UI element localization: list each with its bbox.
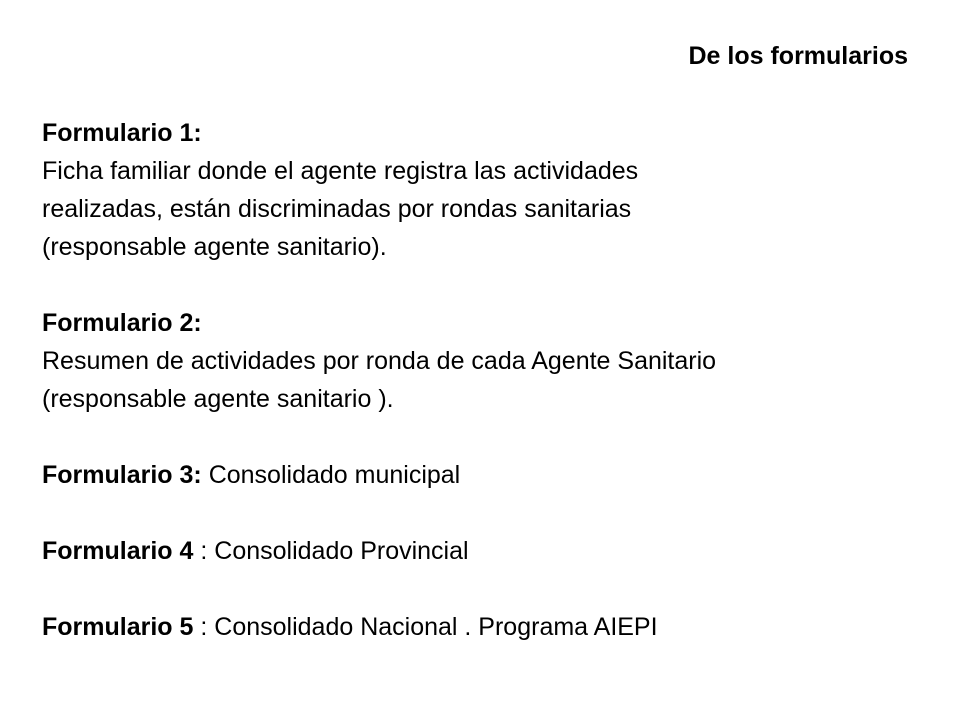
formulario-1-line-2: realizadas, están discriminadas por rondas sanitarias	[42, 195, 632, 223]
slide-body	[42, 114, 922, 646]
formulario-2-line-1: Resumen de actividades por ronda de cada Agente Sanitario	[42, 347, 717, 375]
formulario-3-text: Consolidado municipal	[201, 461, 461, 489]
formulario-3-line	[42, 456, 922, 494]
spacer	[42, 570, 922, 608]
formulario-1-heading: Formulario 1:	[42, 119, 202, 147]
formulario-1-line-1: Ficha familiar donde el agente registra las actividades	[42, 157, 639, 185]
formulario-5-line	[42, 608, 922, 646]
formulario-4-line	[42, 532, 922, 570]
formulario-5-label: Formulario 5	[42, 613, 194, 641]
formulario-4-text: : Consolidado Provincial	[193, 537, 469, 565]
formulario-4-label: Formulario 4	[42, 537, 194, 565]
slide-title: De los formularios	[688, 42, 908, 70]
spacer	[42, 418, 922, 456]
formulario-2-heading: Formulario 2:	[42, 309, 202, 337]
formulario-3-label: Formulario 3:	[42, 461, 202, 489]
formulario-2-line-2: (responsable agente sanitario ).	[42, 385, 394, 413]
formulario-1-line-3: (responsable agente sanitario).	[42, 233, 387, 261]
spacer	[42, 266, 922, 304]
spacer	[42, 494, 922, 532]
formulario-5-text: : Consolidado Nacional . Programa AIEPI	[193, 613, 658, 641]
